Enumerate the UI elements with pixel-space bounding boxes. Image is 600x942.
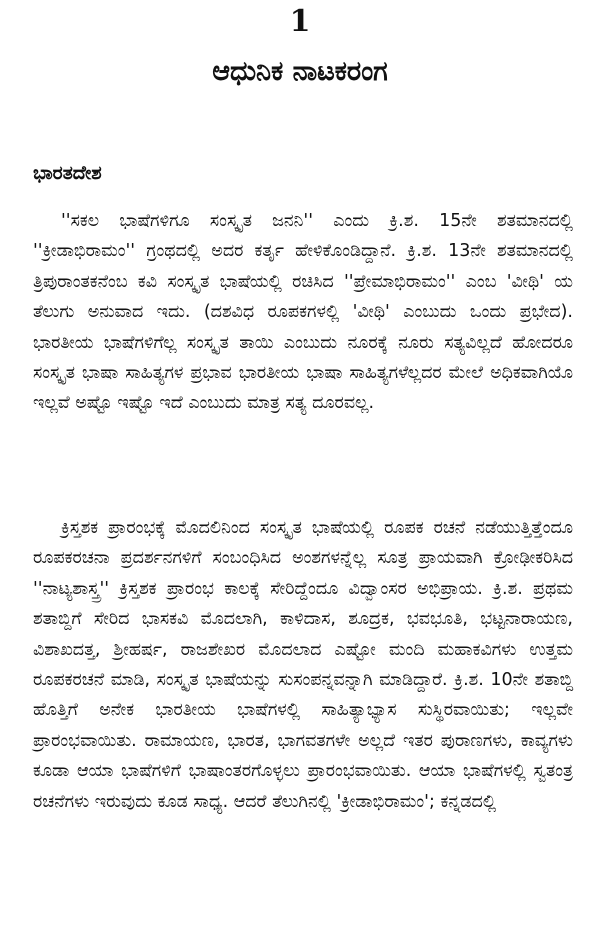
chapter-title: ಆಧುನಿಕ ನಾಟಕರಂಗ bbox=[212, 56, 388, 87]
body-paragraph: ಕ್ರಿಸ್ತಶಕ ಪ್ರಾರಂಭಕ್ಕೆ ಮೊದಲಿನಿಂದ ಸಂಸ್ಕೃತ ಭಾಷೆಯಲ್ಲಿ ರೂಪಕ ರಚನೆ ನಡೆಯುತ್ತಿತ್ತೆಂದೂ ರೂಪಕರಚನಾ ಪ್ರದರ್ಶನಗಳಿಗೆ ಸಂಬಂಧಿಸಿದ ಅಂಶಗಳನ್ನೆಲ್ಲ ಸೂತ್ರ ಪ್ರಾಯವಾಗಿ ಕ್ರೋಢೀಕರಿಸಿದ ''ನಾಟ್ಯಶಾಸ್ತ್ರ'' ಕ್ರಿಸ್ತಶಕ ಪ್ರಾರಂಭ ಕಾಲಕ್ಕೆ ಸೇರಿದ್ದೆಂದೂ ವಿದ್ವಾಂಸರ ಅಭಿಪ್ರಾಯ. ಕ್ರಿ.ಶ. ಪ್ರಥಮ ಶತಾಬ್ದಿಗೆ ಸೇರಿದ ಭಾಸಕವಿ ಮೊದಲಾಗಿ, ಕಾಳಿದಾಸ, ಶೂದ್ರಕ, ಭವಭೂತಿ, ಭಟ್ಟನಾರಾಯಣ, ವಿಶಾಖದತ್ತ, ಶ್ರೀಹರ್ಷ, ರಾಜಶೇಖರ ಮೊದಲಾದ ಎಷ್ಟೋ ಮಂದಿ ಮಹಾಕವಿಗಳು ಉತ್ತಮ ರೂಪಕರಚನೆ ಮಾಡಿ, ಸಂಸ್ಕೃತ ಭಾಷೆಯನ್ನು ಸುಸಂಪನ್ನವನ್ನಾಗಿ ಮಾಡಿದ್ದಾರೆ. ಕ್ರಿ.ಶ. 10ನೇ ಶತಾಬ್ದಿ ಹೊತ್ತಿಗೆ ಅನೇಕ ಭಾರತೀಯ ಭಾಷೆಗಳಲ್ಲಿ ಸಾಹಿತ್ಯಾಭ್ಯಾಸ ಸುಸ್ಥಿರವಾಯಿತು; ಇಲ್ಲವೇ ಪ್ರಾರಂಭವಾಯಿತು. ರಾಮಾಯಣ, ಭಾರತ, ಭಾಗವತಗಳೇ ಅಲ್ಲದೆ ಇತರ ಪುರಾಣಗಳು, ಕಾವ್ಯಗಳು ಕೂಡಾ ಆಯಾ ಭಾಷೆಗಳಿಗೆ ಭಾಷಾಂತರಗೊಳ್ಳಲು ಪ್ರಾರಂಭವಾಯಿತು. ಆಯಾ ಭಾಷೆಗಳಲ್ಲಿ ಸ್ವತಂತ್ರ ರಚನೆಗಳು ಇರುವುದು ಕೂಡ ಸಾಧ್ಯ. ಆದರೆ ತೆಲುಗಿನಲ್ಲಿ 'ಕ್ರೀಡಾಭಿರಾಮಂ'; ಕನ್ನಡದಲ್ಲಿ bbox=[33, 518, 573, 812]
chapter-number: 1 bbox=[289, 4, 311, 39]
body-paragraph: ''ಸಕಲ ಭಾಷೆಗಳಿಗೂ ಸಂಸ್ಕೃತ ಜನನಿ'' ಎಂದು ಕ್ರಿ.ಶ. 15ನೇ ಶತಮಾನದಲ್ಲಿ ''ಕ್ರೀಡಾಭಿರಾಮಂ'' ಗ್ರಂಥದಲ್ಲಿ ಅದರ ಕರ್ತೃ ಹೇಳಿಕೊಂಡಿದ್ದಾನೆ. ಕ್ರಿ.ಶ. 13ನೇ ಶತಮಾನದಲ್ಲಿ ತ್ರಿಪುರಾಂತಕನೆಂಬ ಕವಿ ಸಂಸ್ಕೃತ ಭಾಷೆಯಲ್ಲಿ ರಚಿಸಿದ ''ಪ್ರೇಮಾಭಿರಾಮಂ'' ಎಂಬ 'ವೀಥಿ' ಯ ತೆಲುಗು ಅನುವಾದ ಇದು. (ದಶವಿಧ ರೂಪಕಗಳಲ್ಲಿ 'ವೀಥಿ' ಎಂಬುದು ಒಂದು ಪ್ರಭೇದ). ಭಾರತೀಯ ಭಾಷೆಗಳಿಗೆಲ್ಲ ಸಂಸ್ಕೃತ ತಾಯಿ ಎಂಬುದು ನೂರಕ್ಕೆ ನೂರು ಸತ್ಯವಿಲ್ಲದೆ ಹೋದರೂ ಸಂಸ್ಕೃತ ಭಾಷಾ ಸಾಹಿತ್ಯಗಳ ಪ್ರಭಾವ ಭಾರತೀಯ ಭಾಷಾ ಸಾಹಿತ್ಯಗಳೆಲ್ಲದರ ಮೇಲೆ ಅಧಿಕವಾಗಿಯೊ ಇಲ್ಲವೆ ಅಷ್ಟೊ ಇಷ್ಟೊ ಇದೆ ಎಂಬುದು ಮಾತ್ರ ಸತ್ಯ ದೂರವಲ್ಲ. bbox=[33, 211, 573, 414]
section-heading: ಭಾರತದೇಶ bbox=[33, 162, 102, 184]
